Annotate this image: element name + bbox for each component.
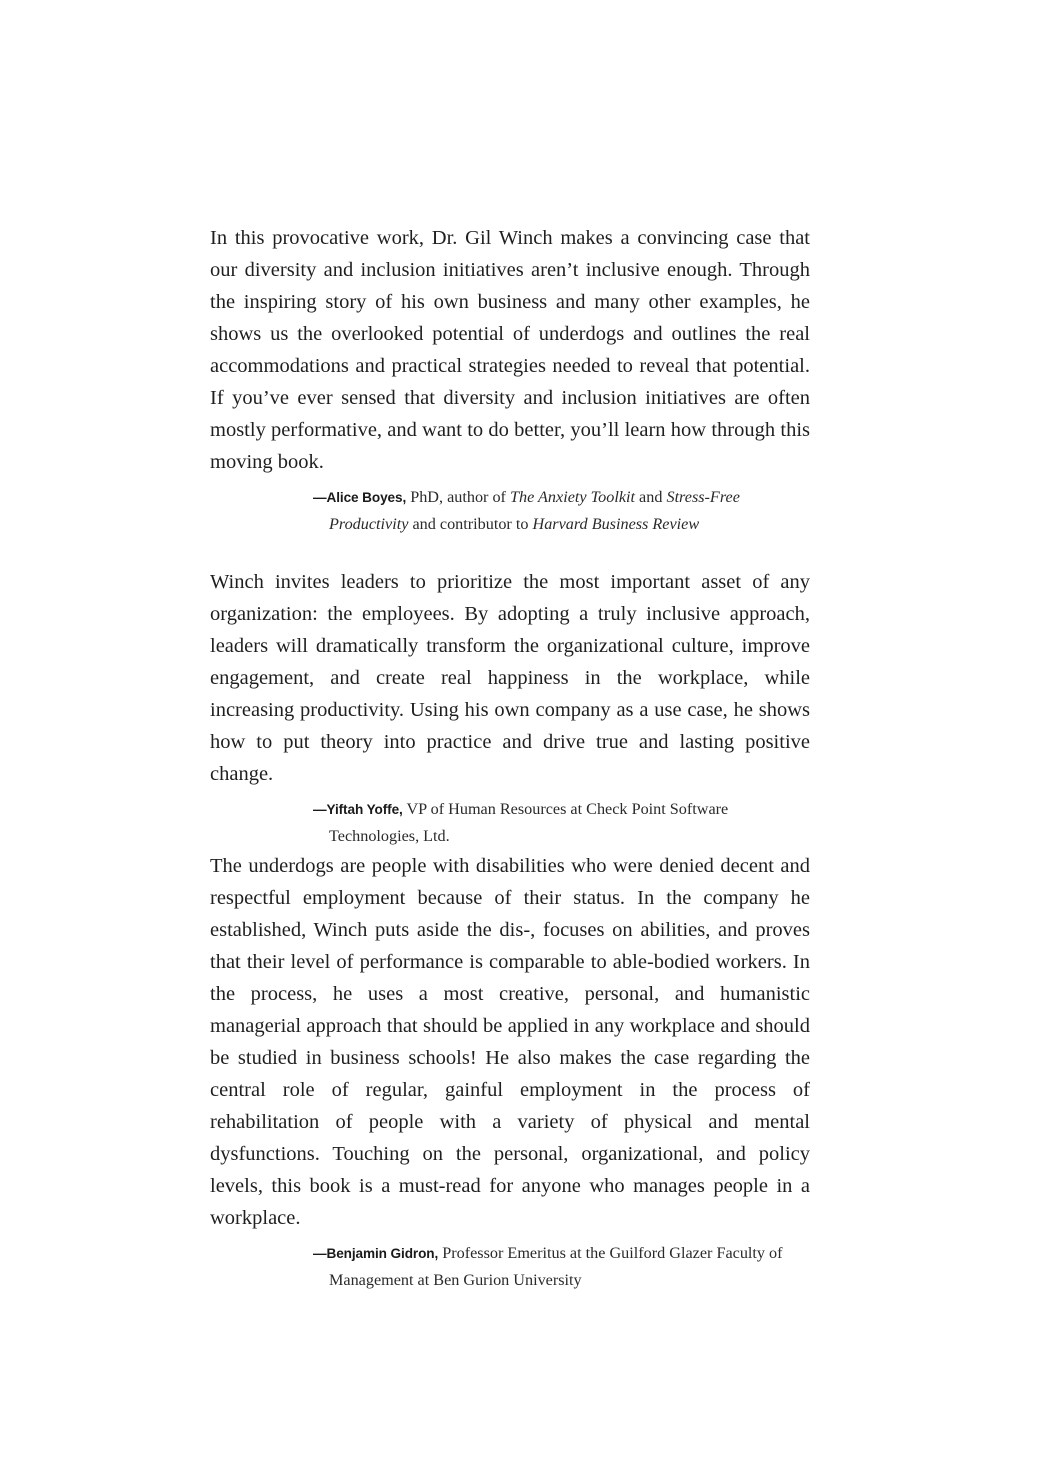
author-credit: VP of Human Resources at Check Point Software Technologies, Ltd. (329, 800, 729, 845)
book-title: The Anxiety Toolkit (510, 488, 635, 506)
author-credit-connector: and (635, 488, 667, 506)
praise-quote: In this provocative work, Dr. Gil Winch makes a convincing case that our diversity and inclusion initiatives aren’t inclusive enough. Through the inspiring story of his own business and many other examples, he shows us the overlooked potential of underdogs and outlines the real accommodations and practical strategies needed to reveal that potential. If you’ve ever sensed that diversity and inclusion initiatives are often mostly performative, and want to do better, you’ll learn how through this moving book. (210, 227, 810, 473)
praise-quote: Winch invites leaders to prioritize the most important asset of any organization: the employees. By adopting a truly inclusive approach, leaders will dramatically transform the organizational culture, improve engagement, and create real happiness in the workplace, while increasing productivity. Using his own company as a use case, he shows how to put theory into practice and drive true and lasting positive change. (210, 571, 810, 785)
praise-blurb-gidron (210, 850, 810, 1293)
author-name: —Benjamin Gidron, (313, 1246, 439, 1261)
praise-attribution (313, 796, 810, 849)
praise-blurb-yoffe (210, 566, 810, 849)
author-credit: Professor Emeritus at the Guilford Glazer Faculty of Management at Ben Gurion University (329, 1244, 783, 1289)
book-title: Stress-Free Productivity (329, 488, 740, 533)
praise-quote: The underdogs are people with disabilities who were denied decent and respectful employment because of their status. In the company he established, Winch puts aside the dis-, focuses on abilities, and proves that their level of performance is comparable to able-bodied workers. In the process, he uses a most creative, personal, and humanistic managerial approach that should be applied in any workplace and should be studied in business schools! He also makes the case regarding the central role of regular, gainful employment in the process of rehabilitation of people with a variety of physical and mental dysfunctions. Touching on the personal, organizational, and policy levels, this book is a must-read for anyone who manages people in a workplace. (210, 855, 810, 1229)
author-name: —Yiftah Yoffe, (313, 802, 403, 817)
praise-attribution (313, 484, 810, 537)
publication-title: Harvard Business Review (532, 515, 700, 533)
praise-blurb-boyes (210, 222, 810, 537)
author-credit: PhD, author of (406, 488, 510, 506)
praise-attribution (313, 1240, 810, 1293)
author-credit-connector: and contributor to (408, 515, 533, 533)
author-name: —Alice Boyes, (313, 490, 407, 505)
